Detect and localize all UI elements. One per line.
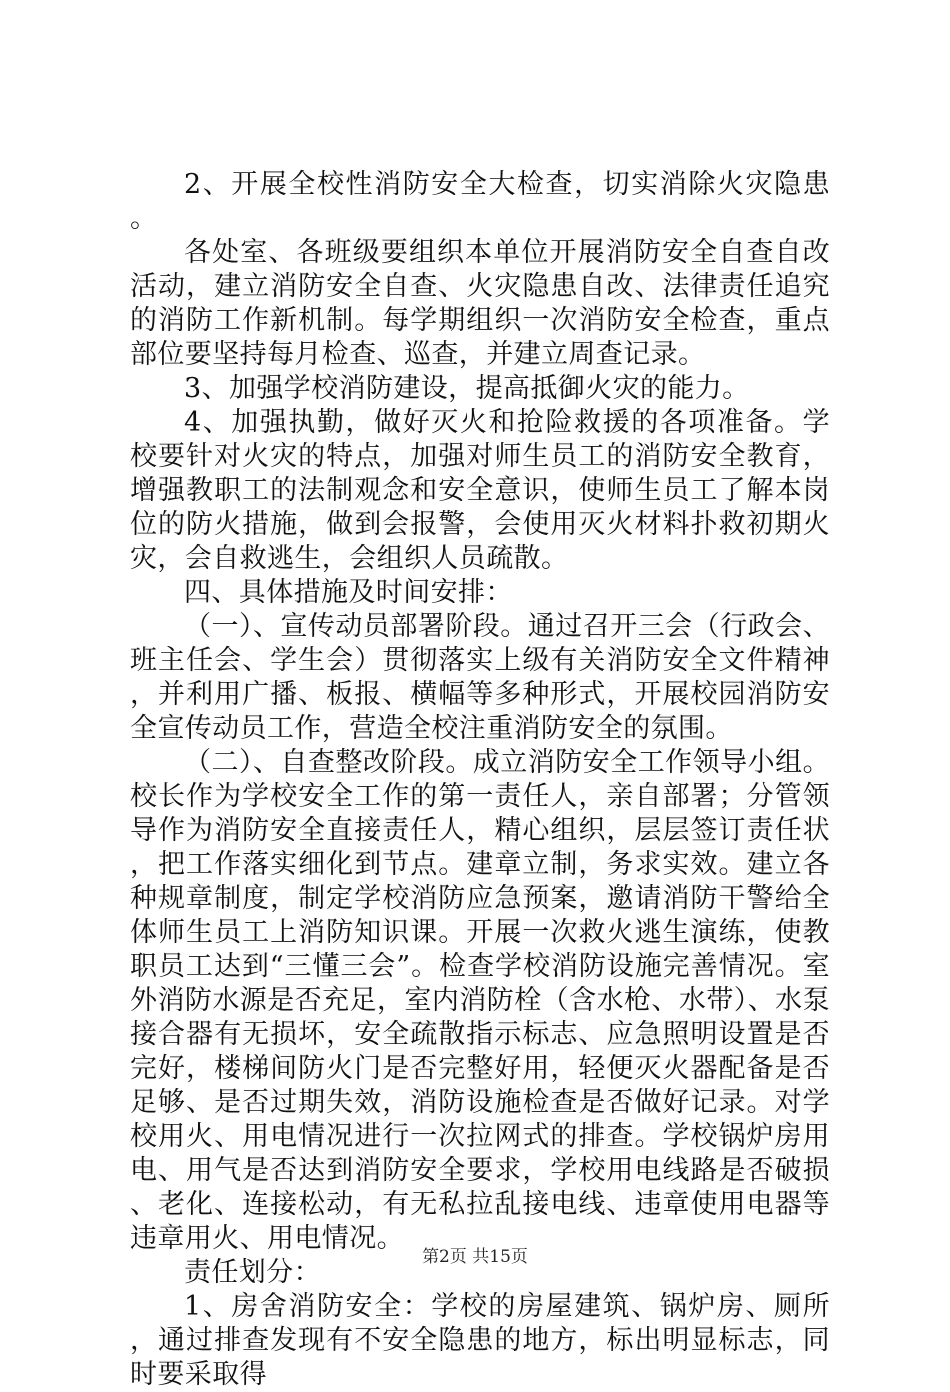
document-body [130,168,830,1392]
paragraph-housing-safety: 1、房舍消防安全：学校的房屋建筑、锅炉房、厕所，通过排查发现有不安全隐患的地方，标出明显标志，同时要采取得 [130,1291,830,1390]
paragraph-stage-1: （一）、宣传动员部署阶段。通过召开三会（行政会、班主任会、学生会）贯彻落实上级有关消防安全文件精神，并利用广播、板报、横幅等多种形式，开展校园消防安全宣传动员工作，营造全校注重消防安全的氛围。 [130,611,830,744]
page-number-footer: 第2页 共15页 [422,1247,528,1267]
paragraph-item-3-title: 3、加强学校消防建设，提高抵御火灾的能力。 [184,373,750,404]
paragraph-stage-2: （二）、自查整改阶段。成立消防安全工作领导小组。校长作为学校安全工作的第一责任人，亲自部署；分管领导作为消防安全直接责任人，精心组织，层层签订责任状，把工作落实细化到节点。建章立制，务求实效。建立各种规章制度，制定学校消防应急预案，邀请消防干警给全体师生员工上消防知识课。开展一次救火逃生演练，使教职员工达到“三懂三会”。检查学校消防设施完善情况。室外消防水源是否充足，室内消防栓（含水枪、水带）、水泵接合器有无损坏，安全疏散指示标志、应急照明设置是否完好，楼梯间防火门是否完整好用，轻便灭火器配备是否足够、是否过期失效，消防设施检查是否做好记录。对学校用火、用电情况进行一次拉网式的排查。学校锅炉房用电、用气是否达到消防安全要求，学校用电线路是否破损、老化、连接松动，有无私拉乱接电线、违章使用电器等违章用火、用电情况。 [130,747,830,1254]
paragraph-item-2-title: 2、开展全校性消防安全大检查，切实消除火灾隐患。 [130,169,830,234]
section-heading-measures: 四、具体措施及时间安排： [184,577,513,608]
paragraph-self-inspection: 各处室、各班级要组织本单位开展消防安全自查自改活动，建立消防安全自查、火灾隐患自改、法律责任追究的消防工作新机制。每学期组织一次消防安全检查，重点部位要坚持每月检查、巡查，并建立周查记录。 [130,237,830,370]
section-heading-responsibility: 责任划分： [184,1257,321,1288]
paragraph-item-4: 4、加强执勤，做好灭火和抢险救援的各项准备。学校要针对火灾的特点，加强对师生员工的消防安全教育，增强教职工的法制观念和安全意识，使师生员工了解本岗位的防火措施，做到会报警，会使用灭火材料扑救初期火灾，会自救逃生，会组织人员疏散。 [130,407,830,574]
